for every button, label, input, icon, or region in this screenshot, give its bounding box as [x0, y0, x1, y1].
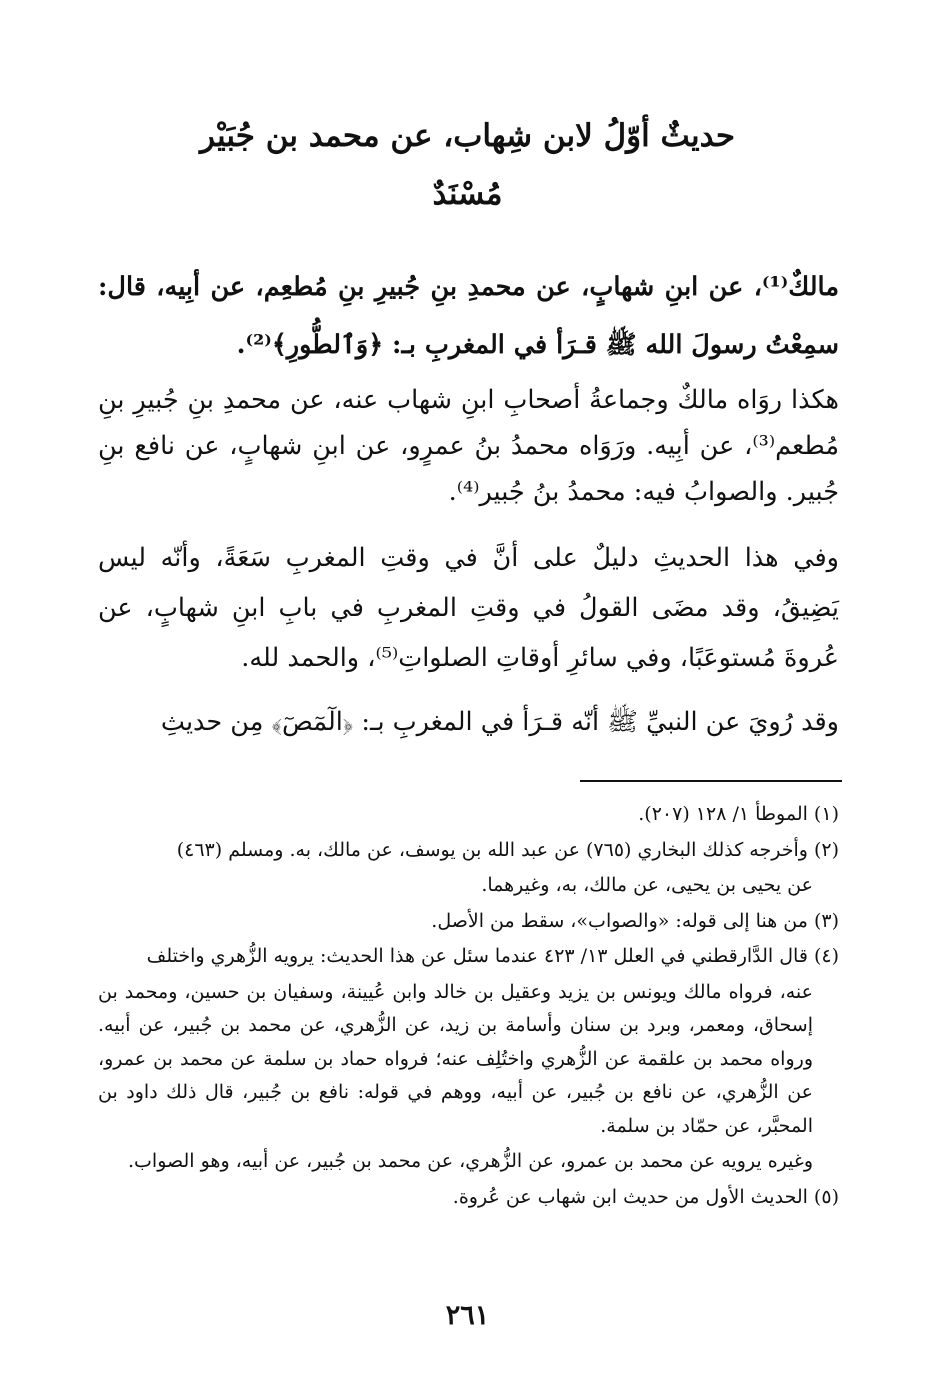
- footnote-2: (٢) وأخرجه كذلك البخاري (٧٦٥) عن عبد الله بن يوسف، عن مالك، به. ومسلم (٤٦٣): [176, 838, 839, 861]
- footnote-4-conclusion: وغيره يرويه عن محمد بن عمرو، عن الزُّهري، عن محمد بن جُبير، عن أبيه، وهو الصواب.: [128, 1150, 813, 1172]
- footnote-5: (٥) الحديث الأول من حديث ابن شهاب عن عُروة.: [452, 1185, 839, 1208]
- footnote-divider: [580, 780, 842, 782]
- footnote-4-continuation: عنه، فرواه مالك ويونس بن يزيد وعقيل بن خالد وابن عُيينة، وسفيان بن حسين، ومحمد بن إسحاق، ومعمر، وبرد بن سنان وأسامة بن زيد، عن الزُّهري، عن محمد بن جُبير، عن أبيه. ورواه محمد بن علقمة عن الزُّهري واختُلِف عنه؛ فرواه حماد بن سلمة عن محمد بن عمرو، عن الزُّهري، عن نافع بن جُبير، عن أبيه، ووهم في قوله: نافع بن جُبير، قال ذلك داود بن المحبَّر، عن حمّاد بن سلمة.: [98, 980, 813, 1137]
- footnote-2-continuation: عن يحيى بن يحيى، عن مالك، به، وغيرهما.: [481, 874, 813, 896]
- paragraph-evidence: وفي هذا الحديثِ دليلٌ على أنَّ في وقتِ المغربِ سَعَةً، وأنّه ليس يَضِيقُ، وقد مضَى القولُ في وقتِ المغربِ في بابِ ابنِ شهابٍ، عن عُروةَ مُستوعَبًا، وفي سائرِ أوقاتِ الصلواتِ⁽⁵⁾، والحمد لله.: [98, 543, 839, 673]
- chapter-title: حديثٌ أوّلُ لابن شِهاب، عن محمد بن جُبَيْر: [199, 118, 736, 154]
- chapter-subtitle: مُسْنَدٌ: [432, 176, 503, 212]
- footnote-1: (١) الموطأ ١/ ١٢٨ (٢٠٧).: [638, 803, 839, 825]
- paragraph-continuation: وقد رُويَ عن النبيِّ ﷺ أنّه قـرَأ في المغربِ بـ: ﴿الٓمٓصٓ﴾ مِن حديثِ: [160, 707, 839, 737]
- page-number: ٢٦١: [445, 1300, 490, 1331]
- footnote-3: (٣) من هنا إلى قوله: «والصواب»، سقط من الأصل.: [431, 909, 839, 932]
- footnotes: [98, 798, 839, 1216]
- paragraph-hadith: مالكٌ⁽¹⁾، عن ابنِ شهابٍ، عن محمدِ بنِ جُبيرِ بنِ مُطعِم، عن أبِيه، قال: سمِعْتُ رسولَ الله ﷺ قـرَأ في المغربِ بـ: ﴿وَٱلطُّورِ﴾⁽²⁾.: [98, 272, 839, 360]
- paragraph-transmission: هكذا روَاه مالكٌ وجماعةُ أصحابِ ابنِ شهاب عنه، عن محمدِ بنِ جُبيرِ بنِ مُطعم⁽³⁾، عن أبِيه. ورَوَاه محمدُ بنُ عمرٍو، عن ابنِ شهابٍ، عن نافع بنِ جُبير. والصوابُ فيه: محمدُ بنُ جُبير⁽⁴⁾.: [98, 385, 839, 507]
- footnote-4: (٤) قال الدَّارقطني في العلل ١٣/ ٤٢٣ عندما سئل عن هذا الحديث: يرويه الزُّهري واختلف: [146, 945, 839, 967]
